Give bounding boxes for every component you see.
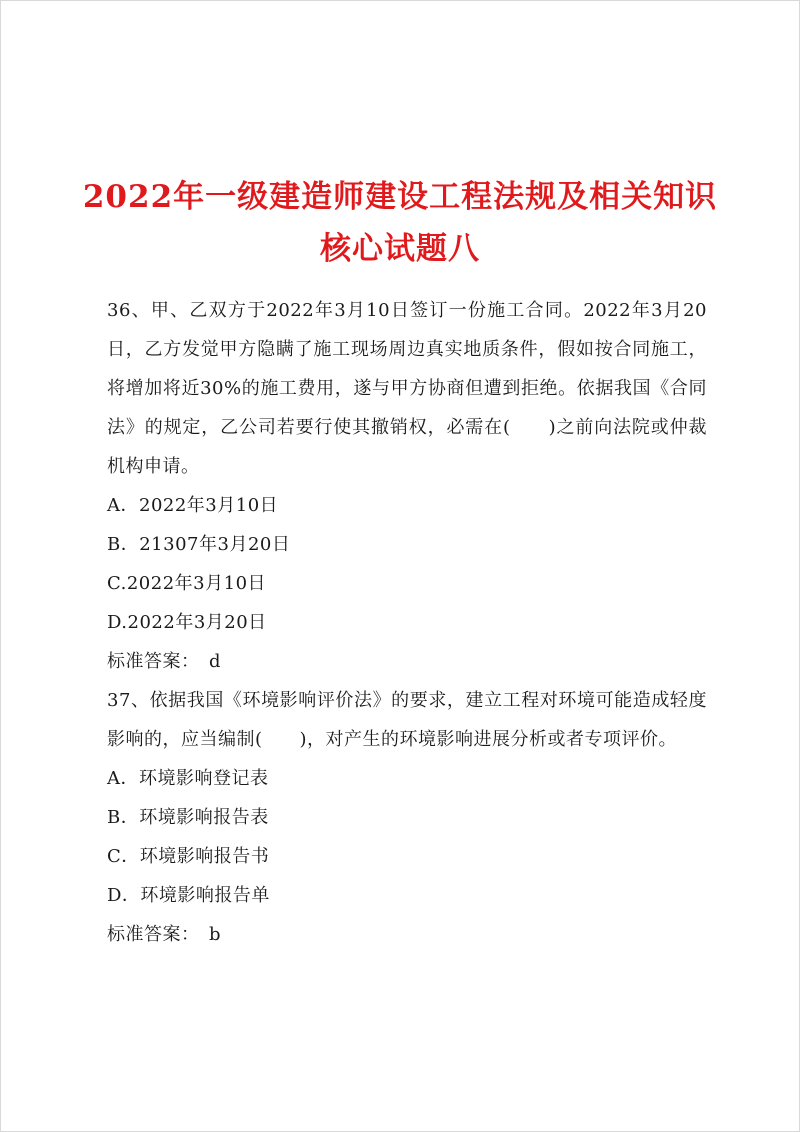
question-37-option-b: B．环境影响报告表: [107, 807, 269, 828]
question-36-option-a: A．2022年3月10日: [107, 495, 279, 516]
document-title-line2: 核心试题八: [320, 231, 480, 267]
document-body: [107, 291, 707, 954]
question-36-option-b: B．21307年3月20日: [107, 534, 291, 555]
question-36-stem: 36、甲、乙双方于2022年3月10日签订一份施工合同。2022年3月20日，乙方发觉甲方隐瞒了施工现场周边真实地质条件，假如按合同施工，将增加将近30%的施工费用，遂与甲方协商但遭到拒绝。依据我国《合同法》的规定，乙公司若要行使其撤销权，必需在( )之前向法院或仲裁机构申请。: [107, 300, 707, 477]
question-36-option-d: D.2022年3月20日: [107, 612, 267, 633]
question-37-option-d: D．环境影响报告单: [107, 885, 270, 906]
question-37-answer: 标准答案： b: [107, 924, 222, 945]
document-title-line1: 2022年一级建造师建设工程法规及相关知识: [82, 179, 718, 215]
question-36-answer: 标准答案： d: [107, 651, 222, 672]
question-37-option-a: A．环境影响登记表: [107, 768, 269, 789]
question-37-option-c: C．环境影响报告书: [107, 846, 270, 867]
question-36-option-c: C.2022年3月10日: [107, 573, 267, 594]
question-37-stem: 37、依据我国《环境影响评价法》的要求，建立工程对环境可能造成轻度影响的，应当编制( )，对产生的环境影响进展分析或者专项评价。: [107, 690, 707, 750]
